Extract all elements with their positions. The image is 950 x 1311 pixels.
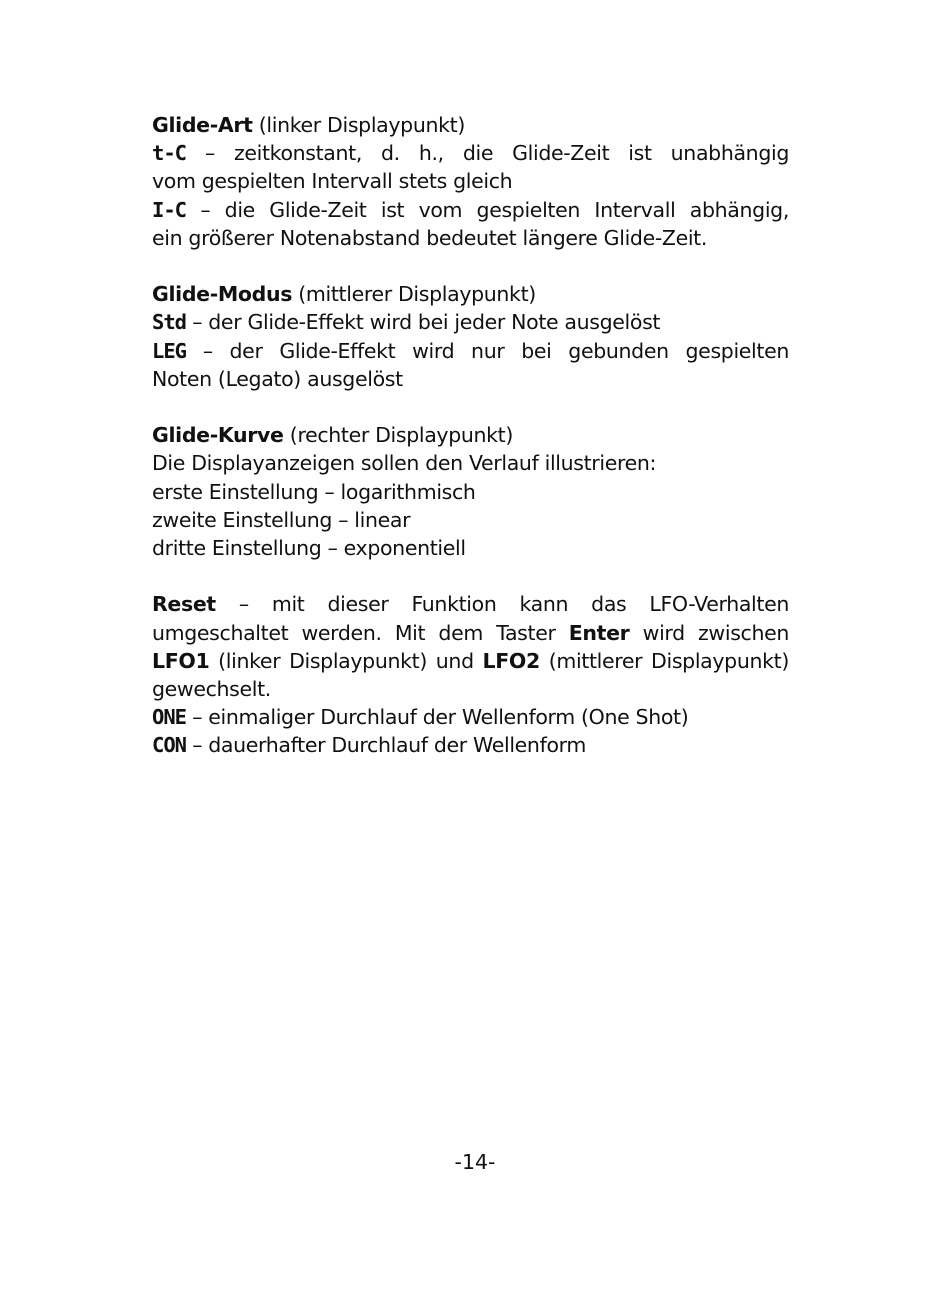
glide-art-item-ic — [152, 196, 789, 224]
glide-kurve-line: Die Displayanzeigen sollen den Verlauf illustrieren: — [152, 451, 657, 476]
reset-item-con-text: – dauerhafter Durchlauf der Wellenform — [192, 733, 586, 758]
glide-art-item-tc-cont: vom gespielten Intervall stets gleich — [152, 169, 513, 194]
page-content — [152, 111, 789, 788]
display-code-tc: t-C — [152, 141, 187, 166]
reset-paragraph — [152, 590, 789, 703]
glide-modus-item-std — [152, 308, 789, 336]
glide-art-item-tc-text: – zeitkonstant, d. h., die Glide-Zeit ist unabhängig — [205, 141, 789, 166]
section-reset — [152, 590, 789, 759]
display-code-leg: LEG — [152, 338, 187, 363]
glide-modus-heading-note: (mittlerer Displaypunkt) — [298, 282, 536, 307]
reset-item-one — [152, 703, 789, 731]
glide-modus-item-std-text: – der Glide-Effekt wird bei jeder Note ausgelöst — [192, 310, 661, 335]
reset-text-1: – mit dieser Funktion kann das LFO-Verhalten umgeschaltet werden. Mit dem Taster — [152, 592, 789, 645]
glide-kurve-heading-line — [152, 421, 789, 449]
glide-kurve-line: zweite Einstellung – linear — [152, 507, 411, 532]
glide-art-heading-note: (linker Displaypunkt) — [258, 113, 465, 137]
section-glide-art — [152, 111, 789, 252]
display-code-std: Std — [152, 310, 187, 335]
glide-modus-item-leg-text: – der Glide-Effekt wird nur bei gebunden gespielten — [202, 338, 789, 363]
glide-art-item-ic-text: – die Glide-Zeit ist vom gespielten Intervall abhängig, — [200, 197, 789, 222]
glide-modus-item-leg-cont: Noten (Legato) ausgelöst — [152, 366, 403, 391]
section-glide-modus — [152, 280, 789, 393]
reset-text-3: (linker Displaypunkt) und — [218, 648, 474, 673]
lfo1-label: LFO1 — [152, 648, 210, 673]
glide-kurve-line: erste Einstellung – logarithmisch — [152, 479, 476, 504]
section-glide-kurve — [152, 421, 789, 562]
glide-art-item-ic-cont: ein größerer Notenabstand bedeutet längere Glide-Zeit. — [152, 225, 708, 250]
glide-art-heading: Glide-Art — [152, 113, 253, 137]
reset-item-con — [152, 731, 789, 759]
reset-heading: Reset — [152, 592, 216, 617]
glide-art-heading-line — [152, 111, 789, 139]
glide-modus-heading: Glide-Modus — [152, 282, 293, 307]
glide-kurve-line: dritte Einstellung – exponentiell — [152, 536, 466, 561]
enter-key-label: Enter — [568, 620, 630, 645]
page-number: -14- — [454, 1150, 496, 1174]
glide-kurve-heading-note: (rechter Displaypunkt) — [289, 423, 514, 448]
glide-kurve-heading: Glide-Kurve — [152, 423, 284, 448]
display-code-con: CON — [152, 733, 187, 758]
glide-modus-item-leg — [152, 337, 789, 365]
lfo2-label: LFO2 — [482, 648, 540, 673]
glide-modus-heading-line — [152, 280, 789, 308]
glide-art-item-tc — [152, 139, 789, 167]
reset-text-2: wird zwischen — [642, 620, 789, 645]
display-code-one: ONE — [152, 705, 187, 730]
reset-text-4: (mittlerer Displaypunkt) gewechselt. — [152, 648, 789, 702]
reset-item-one-text: – einmaliger Durchlauf der Wellenform (One Shot) — [192, 705, 689, 730]
display-code-ic: I-C — [152, 197, 187, 222]
